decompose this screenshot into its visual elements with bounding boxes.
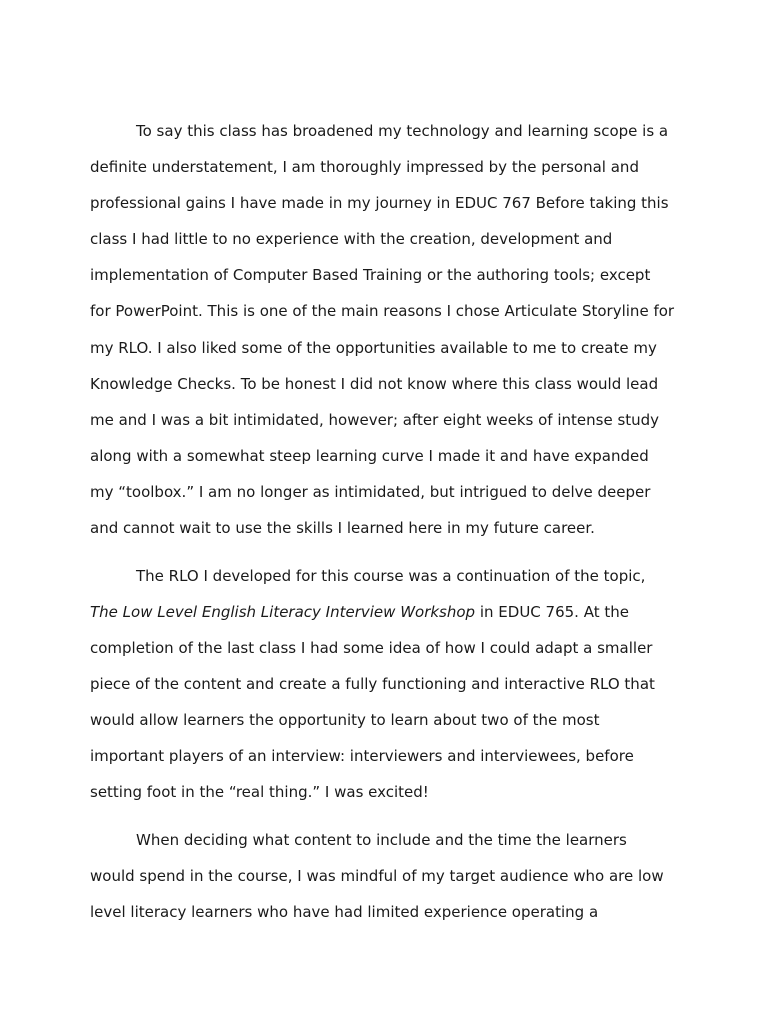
paragraph-line: would allow learners the opportunity to learn about two of the most [90,711,600,729]
paragraph-line: me and I was a bit intimidated, however; after eight weeks of intense study [90,411,660,429]
paragraph-line: my RLO. I also liked some of the opportunities available to me to create my [90,339,657,357]
paragraph-line: completion of the last class I had some idea of how I could adapt a smaller [90,639,653,657]
paragraph-line: and cannot wait to use the skills I learned here in my future career. [90,519,595,537]
paragraph-line: class I had little to no experience with the creation, development and [90,230,613,248]
paragraph-line-rest: in EDUC 765. At the [475,603,629,621]
paragraph-line [90,602,629,622]
paragraph-line: setting foot in the “real thing.” I was excited! [90,783,429,801]
course-title: The Low Level English Literacy Interview Workshop [90,603,476,621]
paragraph-line: definite understatement, I am thoroughly impressed by the personal and [90,158,639,176]
paragraph-line: along with a somewhat steep learning curve I made it and have expanded [90,447,649,465]
paragraph-line: professional gains I have made in my journey in EDUC 767 Before taking this [90,194,669,212]
paragraph-line: level literacy learners who have had limited experience operating a [90,903,599,921]
paragraph-line: for PowerPoint. This is one of the main reasons I chose Articulate Storyline for [90,302,675,320]
paragraph-line: The RLO I developed for this course was a continuation of the topic, [136,567,646,585]
paragraph-line: important players of an interview: interviewers and interviewees, before [90,747,634,765]
paragraph-line: To say this class has broadened my technology and learning scope is a [136,122,669,140]
paragraph-line: When deciding what content to include and the time the learners [136,831,627,849]
paragraph-line: piece of the content and create a fully functioning and interactive RLO that [90,675,655,693]
paragraph-line: my “toolbox.” I am no longer as intimidated, but intrigued to delve deeper [90,483,651,501]
paragraph-line: implementation of Computer Based Training or the authoring tools; except [90,266,651,284]
paragraph-line: would spend in the course, I was mindful of my target audience who are low [90,867,664,885]
paragraph-line: Knowledge Checks. To be honest I did not know where this class would lead [90,375,659,393]
